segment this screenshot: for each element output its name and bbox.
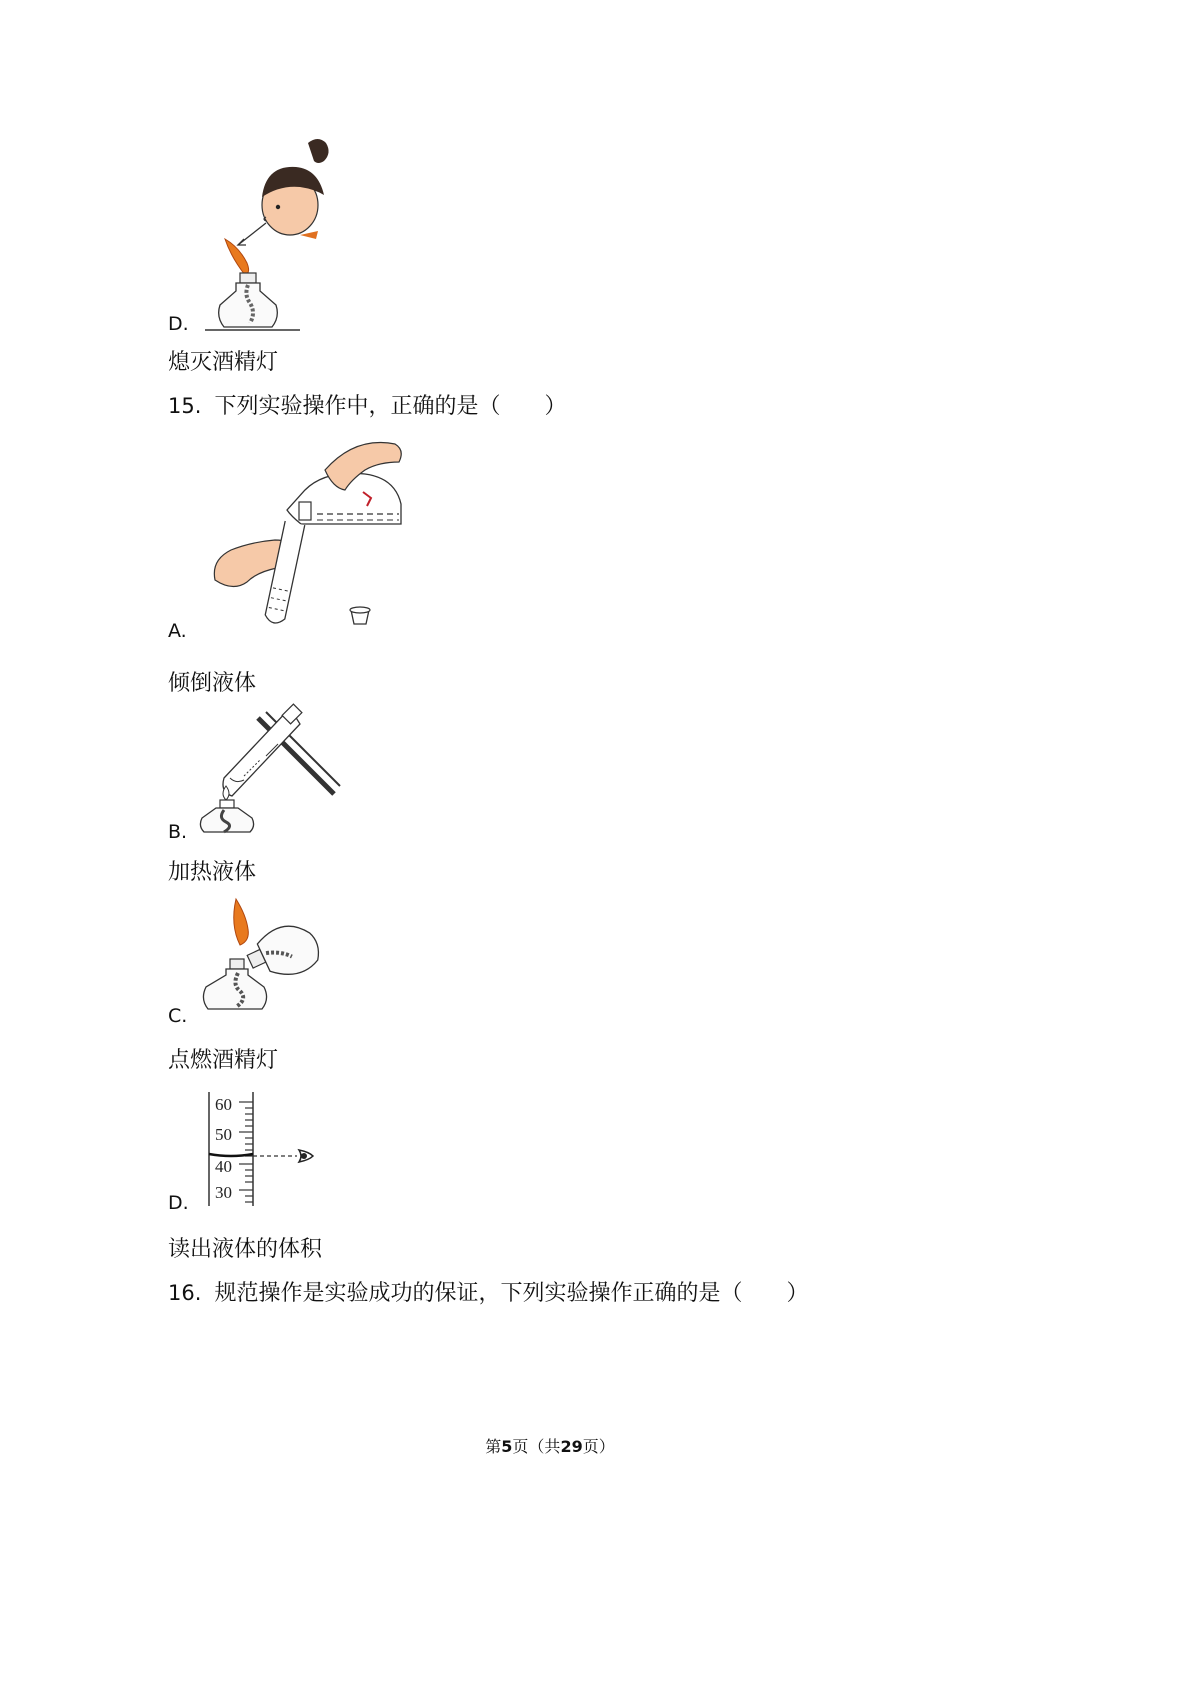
question-number: 15. (168, 394, 202, 418)
read-volume-illustration (205, 1088, 325, 1213)
pour-liquid-illustration (205, 440, 420, 635)
light-lamp-illustration (200, 895, 325, 1025)
footer-page-number: 5 (501, 1437, 513, 1456)
footer-suffix: 页） (582, 1437, 615, 1456)
footer-total-pages: 29 (560, 1437, 583, 1456)
tick-label-60: 60 (215, 1095, 232, 1114)
tick-label-30: 30 (215, 1183, 232, 1202)
option-d-letter-q15: D. (168, 1192, 189, 1214)
question-number: 16. (168, 1281, 202, 1305)
option-a-caption: 倾倒液体 (168, 671, 257, 696)
option-c-caption: 点燃酒精灯 (168, 1048, 279, 1073)
option-b-caption: 加热液体 (168, 860, 257, 885)
page-footer (0, 1434, 1100, 1457)
option-c-letter: C. (168, 1005, 188, 1027)
girl-head (262, 139, 329, 239)
footer-prefix: 第 (485, 1437, 502, 1456)
eye-icon (299, 1150, 313, 1162)
option-d-letter: D. (168, 313, 189, 335)
option-a-letter: A. (168, 620, 187, 642)
option-b-letter: B. (168, 821, 188, 843)
question-15 (168, 389, 567, 420)
question-16 (168, 1276, 809, 1307)
footer-middle: 页（共 (512, 1437, 561, 1456)
question-text: 规范操作是实验成功的保证，下列实验操作正确的是（ ） (214, 1281, 809, 1306)
heat-liquid-illustration (200, 700, 345, 840)
option-d-caption: 熄灭酒精灯 (168, 350, 279, 375)
tick-label-50: 50 (215, 1125, 232, 1144)
blow-out-lamp-illustration (200, 135, 340, 335)
question-text: 下列实验操作中，正确的是（ ） (214, 394, 567, 419)
option-d-caption-q15: 读出液体的体积 (168, 1237, 323, 1262)
tick-label-40: 40 (215, 1157, 232, 1176)
test-tube (264, 521, 305, 625)
